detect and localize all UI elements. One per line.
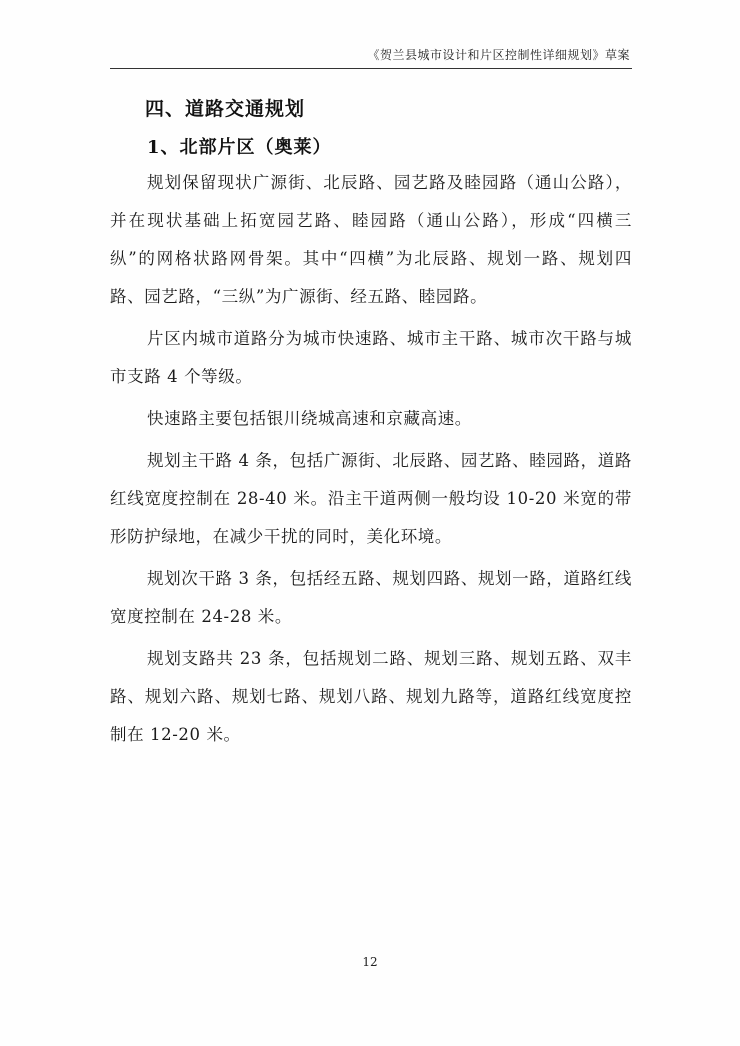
- paragraph-road-grades: 片区内城市道路分为城市快速路、城市主干路、城市次干路与城市支路 4 个等级。: [110, 329, 632, 386]
- paragraph-expressways: 快速路主要包括银川绕城高速和京藏高速。: [147, 409, 472, 428]
- body-text: [110, 164, 632, 758]
- subsection-heading: 1、北部片区（奥莱）: [147, 137, 332, 158]
- running-header: 《贺兰县城市设计和片区控制性详细规划》草案: [367, 48, 630, 62]
- paragraph-road-network: 规划保留现状广源街、北辰路、园艺路及睦园路（通山公路），并在现状基础上拓宽园艺路、睦园路（通山公路），形成“四横三纵”的网格状路网骨架。其中“四横”为北辰路、规划一路、规划四路、园艺路，“三纵”为广源街、经五路、睦园路。: [110, 173, 632, 306]
- section-heading: 四、道路交通规划: [145, 98, 306, 120]
- paragraph-branch-roads: 规划支路共 23 条，包括规划二路、规划三路、规划五路、双丰路、规划六路、规划七路、规划八路、规划九路等，道路红线宽度控制在 12-20 米。: [110, 649, 632, 744]
- paragraph-secondary-roads: 规划次干路 3 条，包括经五路、规划四路、规划一路，道路红线宽度控制在 24-28 米。: [110, 569, 632, 626]
- paragraph-arterial-roads: 规划主干路 4 条，包括广源街、北辰路、园艺路、睦园路，道路红线宽度控制在 28-40 米。沿主干道两侧一般均设 10-20 米宽的带形防护绿地，在减少干扰的同时，美化环境。: [110, 451, 632, 546]
- page-number: 12: [362, 955, 378, 969]
- header-divider: [110, 68, 632, 69]
